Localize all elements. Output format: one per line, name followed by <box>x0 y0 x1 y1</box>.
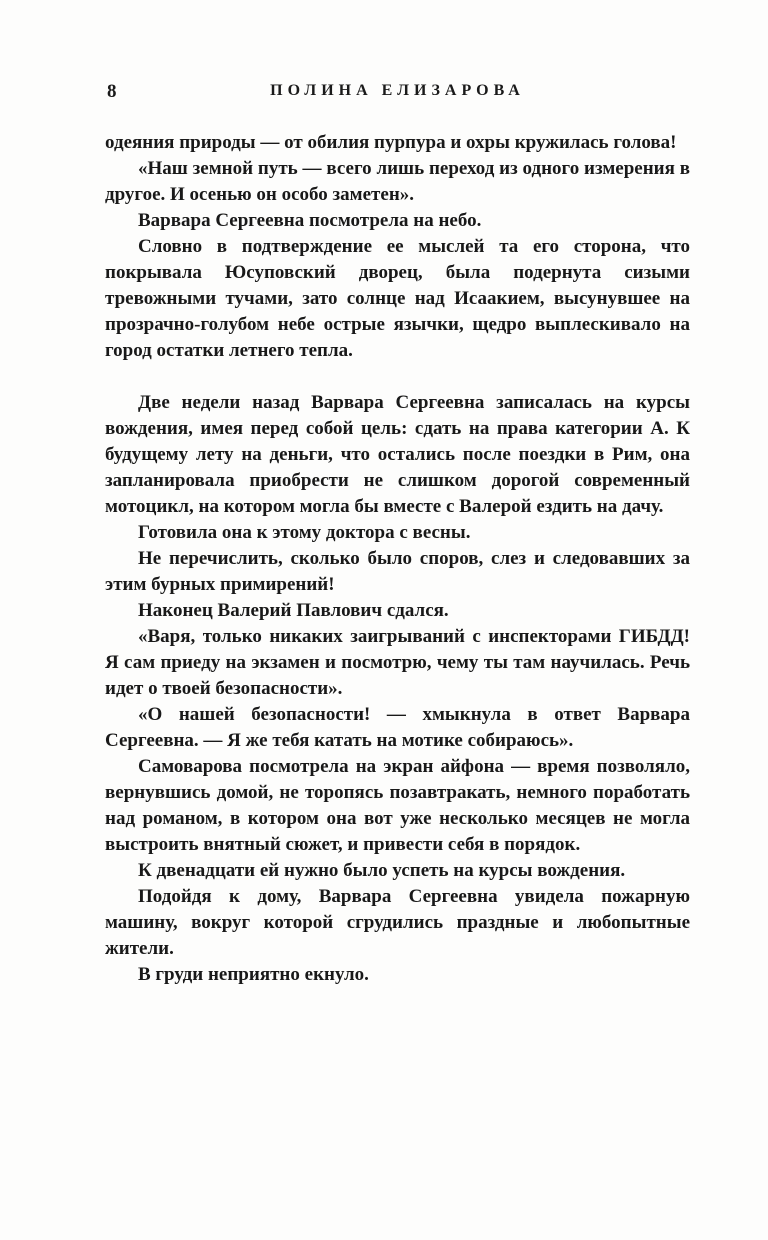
paragraph: одеяния природы — от обилия пурпура и охры кружилась голова! <box>105 132 677 153</box>
page-header <box>105 82 690 100</box>
paragraph: Готовила она к этому доктора с весны. <box>138 522 471 543</box>
running-title: ПОЛИНА ЕЛИЗАРОВА <box>270 82 525 99</box>
paragraph: К двенадцати ей нужно было успеть на курсы вождения. <box>138 860 626 881</box>
paragraph: «Наш земной путь — всего лишь переход из одного измерения в другое. И осенью он особо заметен». <box>105 158 690 205</box>
paragraph: Словно в подтверждение ее мыслей та его сторона, что покрывала Юсуповский дворец, была подернута сизыми тревожными тучами, зато солнце над Исаакием, высунувшее на прозрачно-голубом небе острые язычки, щедро выплескивало на город остатки летнего тепла. <box>105 236 690 361</box>
body-text <box>105 130 690 988</box>
paragraph: «Варя, только никаких заигрываний с инспекторами ГИБДД! Я сам приеду на экзамен и посмотрю, чему ты там научилась. Речь идет о твоей безопасности». <box>105 626 690 699</box>
paragraph: В груди неприятно екнуло. <box>138 964 369 985</box>
paragraph: «О нашей безопасности! — хмыкнула в ответ Варвара Сергеевна. — Я же тебя катать на мотике собираюсь». <box>105 704 690 751</box>
page-number: 8 <box>107 81 117 102</box>
paragraph: Варвара Сергеевна посмотрела на небо. <box>138 210 482 231</box>
paragraph: Не перечислить, сколько было споров, слез и следовавших за этим бурных примирений! <box>105 548 690 595</box>
paragraph: Самоварова посмотрела на экран айфона — время позволяло, вернувшись домой, не торопясь позавтракать, немного поработать над романом, в котором она вот уже несколько месяцев не могла выстроить внятный сюжет, и привести себя в порядок. <box>105 756 690 855</box>
paragraph: Подойдя к дому, Варвара Сергеевна увидела пожарную машину, вокруг которой сгрудились праздные и любопытные жители. <box>105 886 690 959</box>
paragraph: Наконец Валерий Павлович сдался. <box>138 600 449 621</box>
paragraph: Две недели назад Варвара Сергеевна записалась на курсы вождения, имея перед собой цель: сдать на права категории А. К будущему лету на деньги, что остались после поездки в Рим, она запланировала приобрести не слишком дорогой современный мотоцикл, на котором могла бы вместе с Валерой ездить на дачу. <box>105 392 690 517</box>
